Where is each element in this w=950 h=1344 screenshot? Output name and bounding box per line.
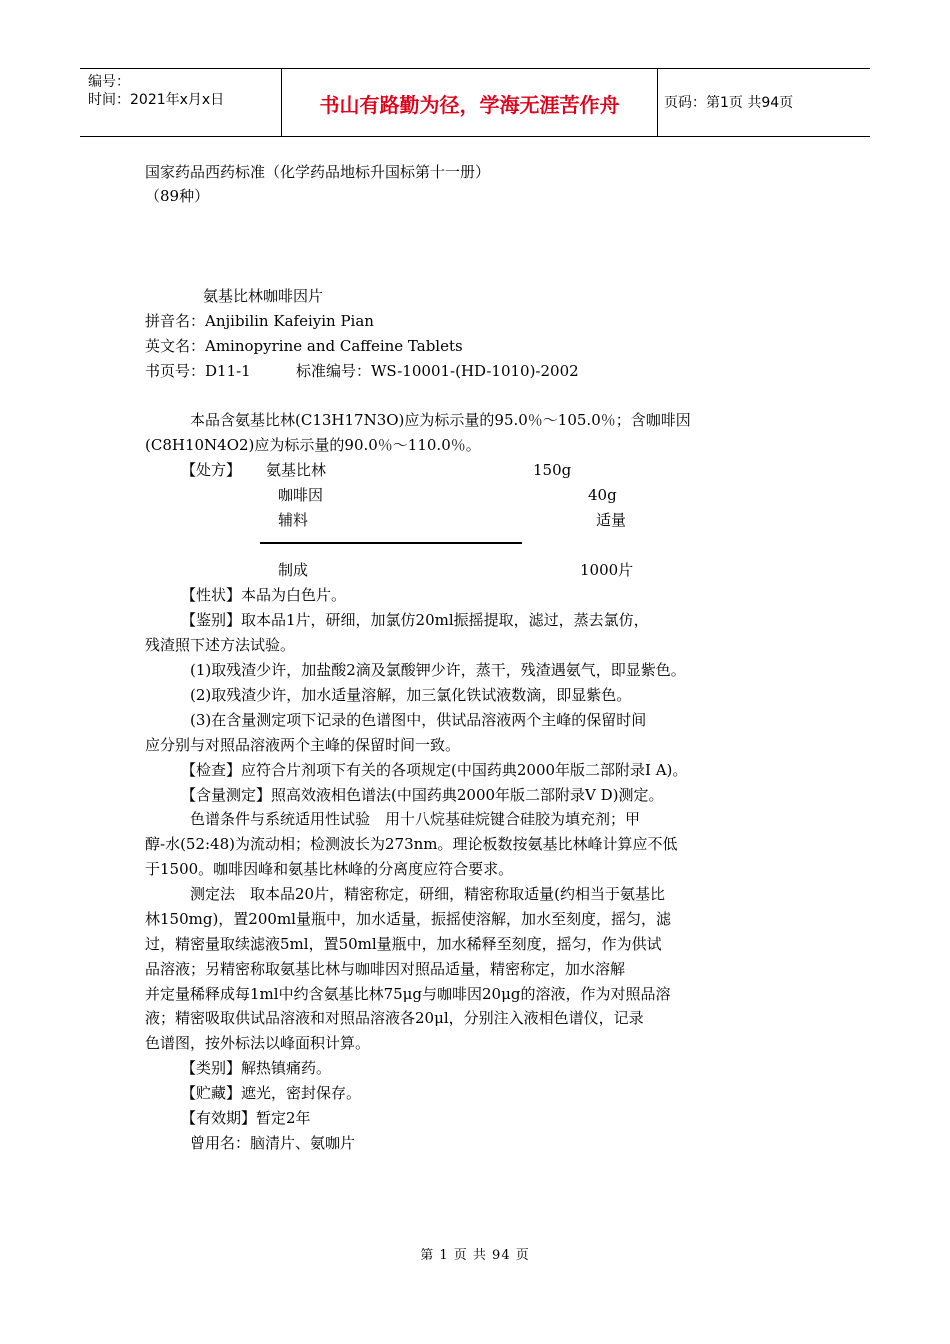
header-page-cell: [658, 69, 870, 136]
standard-number: 标准编号：WS-10001-(HD-1010)-2002: [296, 362, 579, 380]
document-title: 国家药品西药标准（化学药品地标升国标第十一册）: [145, 163, 491, 181]
method-line-7: 色谱图，按外标法以峰面积计算。: [145, 1034, 371, 1052]
time-label: 时间：2021年x月x日: [88, 92, 225, 108]
formula-item-name: 氨基比林: [266, 461, 327, 479]
header-motto-cell: [282, 69, 658, 136]
drug-name: 氨基比林咖啡因片: [203, 287, 324, 305]
book-page-number: 书页号：D11-1: [145, 362, 251, 380]
content-line-2: (C8H10N4O2)应为标示量的90.0％～110.0％。: [145, 436, 481, 454]
chromatography-line-3: 于1500。咖啡因峰和氨基比林峰的分离度应符合要求。: [145, 860, 514, 878]
content-line-1: 本品含氨基比林(C13H17N3O)应为标示量的95.0％～105.0％；含咖啡因: [190, 411, 691, 429]
formula-item-amount: 适量: [596, 511, 627, 529]
formula-total-amount: 1000片: [580, 561, 634, 579]
method-line-2: 林150mg)，置200ml量瓶中，加水适量，振摇使溶解，加水至刻度，摇匀，滤: [145, 910, 671, 928]
page-header: [80, 68, 870, 137]
formula-item-name: 辅料: [278, 511, 309, 529]
method-line-3: 过，精密量取续滤液5ml，置50ml量瓶中，加水稀释至刻度，摇匀，作为供试: [145, 935, 662, 953]
formula-total-name: 制成: [278, 561, 309, 579]
identification-test-1: (1)取残渣少许，加盐酸2滴及氯酸钾少许，蒸干，残渣遇氨气，即显紫色。: [190, 661, 686, 679]
formula-item-amount: 150g: [533, 461, 572, 479]
method-line-4: 品溶液；另精密称取氨基比林与咖啡因对照品适量，精密称定，加水溶解: [145, 960, 626, 978]
identification-line-1: 【鉴别】取本品1片，研细，加氯仿20ml振摇提取，滤过，蒸去氯仿，: [181, 611, 649, 629]
chromatography-line-1: 色谱条件与系统适用性试验 用十八烷基硅烷键合硅胶为填充剂；甲: [190, 810, 641, 828]
method-line-6: 液；精密吸取供试品溶液和对照品溶液各20μl，分别注入液相色谱仪，记录: [145, 1009, 644, 1027]
page-footer: 第 1 页 共 94 页: [420, 1248, 530, 1263]
formula-label: 【处方】: [181, 461, 242, 479]
number-label: 编号：: [88, 74, 130, 90]
method-line-5: 并定量稀释成每1ml中约含氨基比林75μg与咖啡因20μg的溶液，作为对照品溶: [145, 985, 671, 1003]
page-info: 页码：第1页 共94页: [664, 95, 794, 111]
header-meta-cell: [80, 69, 282, 136]
chromatography-line-2: 醇-水(52:48)为流动相；检测波长为273nm。理论板数按氨基比林峰计算应不低: [145, 835, 678, 853]
storage: 【贮藏】遮光，密封保存。: [181, 1084, 362, 1102]
validity: 【有效期】暂定2年: [181, 1109, 311, 1127]
identification-line-2: 残渣照下述方法试验。: [145, 636, 296, 654]
identification-test-3-cont: 应分别与对照品溶液两个主峰的保留时间一致。: [145, 736, 461, 754]
former-name: 曾用名：脑清片、氨咖片: [190, 1134, 356, 1152]
formula-divider: [260, 542, 522, 544]
document-subtitle: （89种）: [145, 187, 210, 205]
formula-item-amount: 40g: [588, 486, 617, 504]
identification-test-2: (2)取残渣少许，加水适量溶解，加三氯化铁试液数滴，即显紫色。: [190, 686, 632, 704]
english-name: 英文名：Aminopyrine and Caffeine Tablets: [145, 337, 463, 355]
category: 【类别】解热镇痛药。: [181, 1059, 332, 1077]
motto: 书山有路勤为径，学海无涯苦作舟: [319, 93, 620, 117]
inspection: 【检查】应符合片剂项下有关的各项规定(中国药典2000年版二部附录Ⅰ A)。: [181, 761, 688, 779]
pinyin-name: 拼音名：Anjibilin Kafeiyin Pian: [145, 312, 374, 330]
identification-test-3: (3)在含量测定项下记录的色谱图中，供试品溶液两个主峰的保留时间: [190, 711, 647, 729]
properties: 【性状】本品为白色片。: [181, 586, 347, 604]
assay: 【含量测定】照高效液相色谱法(中国药典2000年版二部附录Ⅴ D)测定。: [181, 786, 664, 804]
method-line-1: 测定法 取本品20片，精密称定，研细，精密称取适量(约相当于氨基比: [190, 885, 665, 903]
formula-item-name: 咖啡因: [278, 486, 324, 504]
